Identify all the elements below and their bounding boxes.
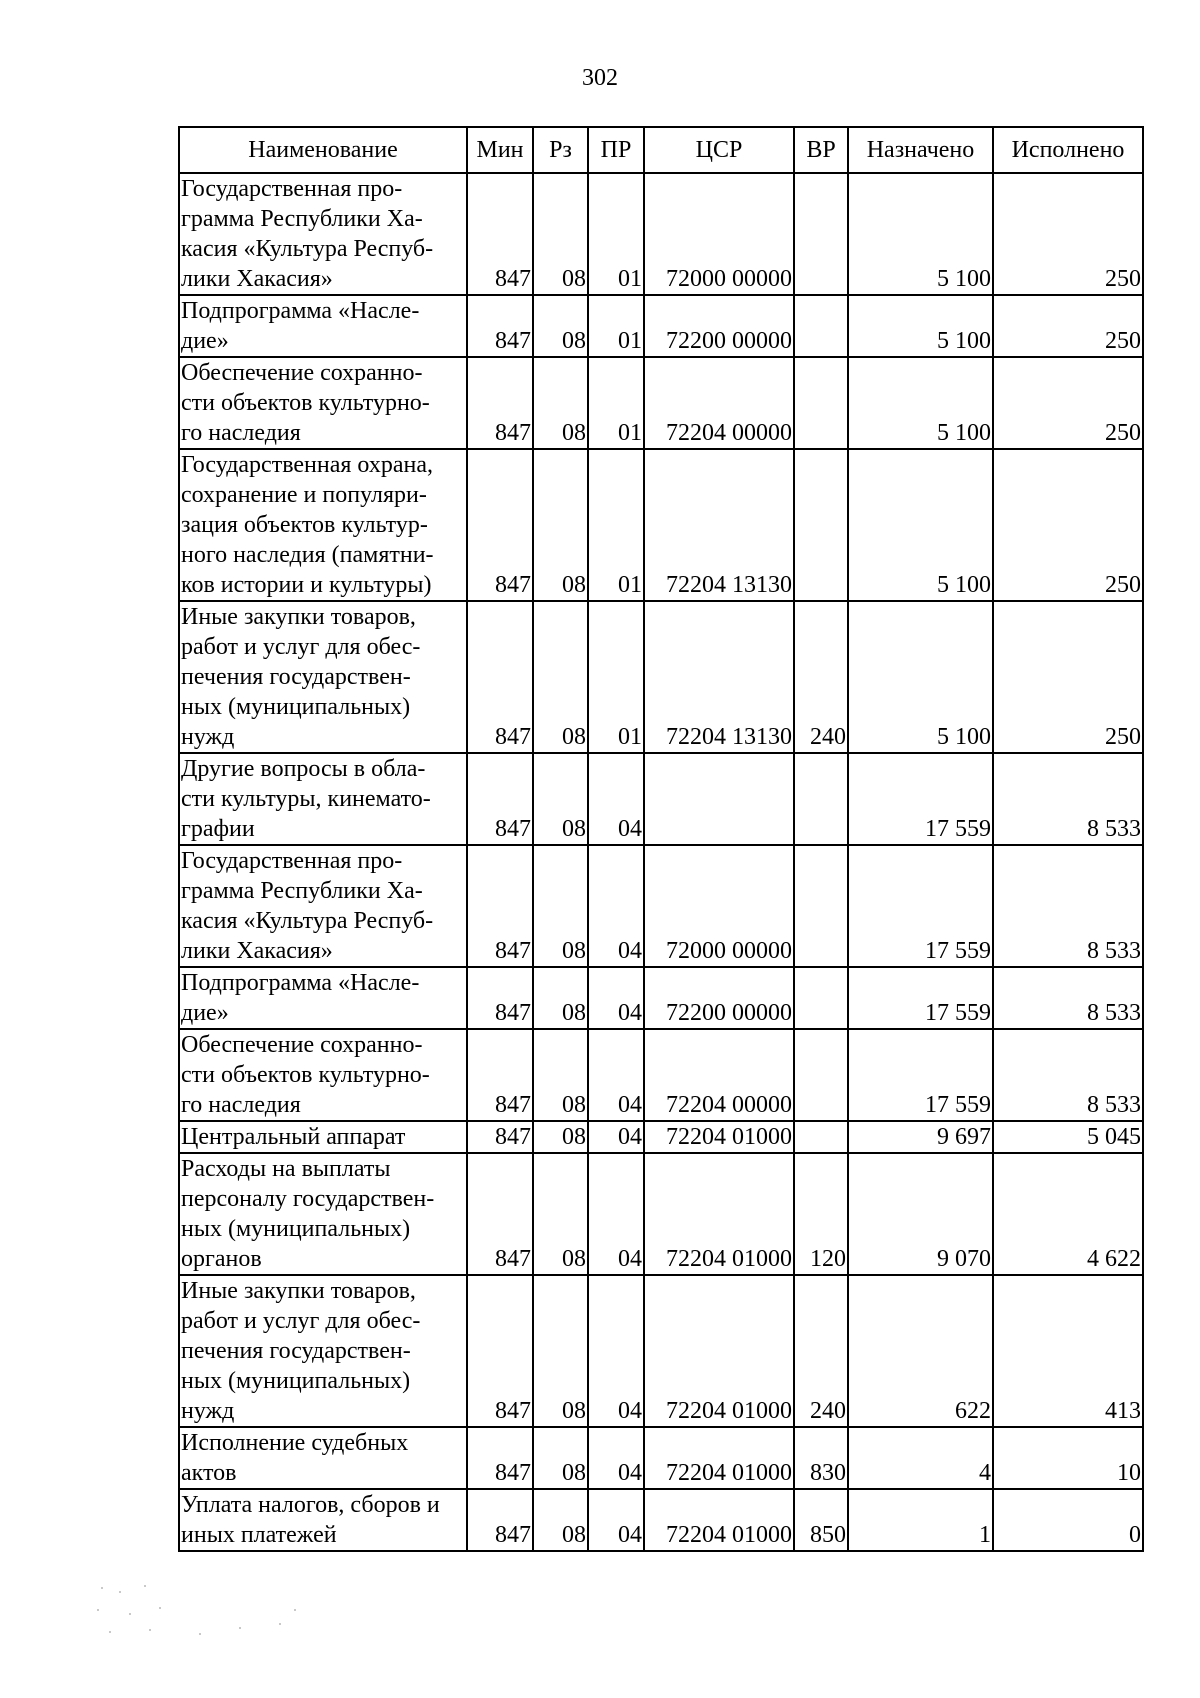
- cell-vr: [794, 357, 848, 449]
- cell-assigned: 17 559: [848, 845, 993, 967]
- cell-csr: 72000 00000: [644, 173, 794, 295]
- cell-rz: 08: [533, 753, 588, 845]
- header-executed: Исполнено: [993, 127, 1143, 173]
- scan-noise: [90, 1580, 310, 1640]
- cell-assigned: 5 100: [848, 449, 993, 601]
- name-line: Подпрограмма «Насле-: [181, 298, 420, 324]
- name-line: ных (муниципальных): [181, 1368, 411, 1394]
- name-line: Исполнение судебных: [181, 1430, 409, 1456]
- cell-rz: 08: [533, 1427, 588, 1489]
- table-row: [179, 1153, 1143, 1275]
- cell-name: [179, 1275, 467, 1427]
- name-line: го наследия: [181, 1092, 301, 1118]
- page-number: 302: [582, 65, 618, 91]
- cell-pr: 04: [588, 845, 644, 967]
- cell-vr: [794, 295, 848, 357]
- cell-vr: 240: [794, 601, 848, 753]
- cell-executed: 250: [993, 295, 1143, 357]
- cell-pr: 04: [588, 1427, 644, 1489]
- cell-assigned: 622: [848, 1275, 993, 1427]
- cell-rz: 08: [533, 173, 588, 295]
- cell-vr: [794, 1121, 848, 1153]
- cell-csr: [644, 753, 794, 845]
- name-line: работ и услуг для обес-: [181, 634, 421, 660]
- cell-rz: 08: [533, 967, 588, 1029]
- cell-rz: 08: [533, 1153, 588, 1275]
- name-line: лики Хакасия»: [181, 938, 333, 964]
- cell-executed: 10: [993, 1427, 1143, 1489]
- cell-min: 847: [467, 1121, 533, 1153]
- cell-csr: 72204 00000: [644, 357, 794, 449]
- cell-pr: 04: [588, 1275, 644, 1427]
- name-line: сти объектов культурно-: [181, 390, 430, 416]
- cell-name: [179, 845, 467, 967]
- cell-rz: 08: [533, 1121, 588, 1153]
- name-line: Расходы на выплаты: [181, 1156, 391, 1182]
- name-line: Обеспечение сохранно-: [181, 1032, 423, 1058]
- budget-table: [178, 126, 1144, 1552]
- table-row: [179, 449, 1143, 601]
- cell-csr: 72000 00000: [644, 845, 794, 967]
- name-line: лики Хакасия»: [181, 266, 333, 292]
- table-row: [179, 1029, 1143, 1121]
- name-line: персоналу государствен-: [181, 1186, 435, 1212]
- cell-pr: 01: [588, 295, 644, 357]
- cell-pr: 01: [588, 449, 644, 601]
- cell-min: 847: [467, 753, 533, 845]
- cell-rz: 08: [533, 601, 588, 753]
- cell-pr: 01: [588, 357, 644, 449]
- name-line: ного наследия (памятни-: [181, 542, 434, 568]
- cell-name: [179, 753, 467, 845]
- cell-name: [179, 295, 467, 357]
- table-row: [179, 173, 1143, 295]
- name-line: грамма Республики Ха-: [181, 206, 423, 232]
- cell-rz: 08: [533, 1029, 588, 1121]
- cell-vr: [794, 449, 848, 601]
- cell-assigned: 17 559: [848, 753, 993, 845]
- name-line: графии: [181, 816, 255, 842]
- cell-name: [179, 1427, 467, 1489]
- cell-pr: 01: [588, 601, 644, 753]
- cell-pr: 01: [588, 173, 644, 295]
- name-line: актов: [181, 1460, 237, 1486]
- cell-vr: 850: [794, 1489, 848, 1551]
- cell-assigned: 9 070: [848, 1153, 993, 1275]
- cell-vr: [794, 1029, 848, 1121]
- name-line: печения государствен-: [181, 664, 411, 690]
- table-row: [179, 967, 1143, 1029]
- cell-executed: 0: [993, 1489, 1143, 1551]
- header-min: Мин: [467, 127, 533, 173]
- name-line: Иные закупки товаров,: [181, 604, 416, 630]
- cell-assigned: 5 100: [848, 357, 993, 449]
- header-row: [179, 127, 1143, 173]
- cell-min: 847: [467, 173, 533, 295]
- name-line: иных платежей: [181, 1522, 337, 1548]
- cell-csr: 72204 01000: [644, 1153, 794, 1275]
- cell-vr: 120: [794, 1153, 848, 1275]
- cell-name: [179, 967, 467, 1029]
- table-row: [179, 357, 1143, 449]
- name-line: Государственная про-: [181, 176, 403, 202]
- name-line: дие»: [181, 328, 229, 354]
- header-assigned: Назначено: [848, 127, 993, 173]
- cell-executed: 250: [993, 357, 1143, 449]
- cell-vr: [794, 967, 848, 1029]
- cell-csr: 72204 13130: [644, 449, 794, 601]
- cell-assigned: 1: [848, 1489, 993, 1551]
- cell-executed: 4 622: [993, 1153, 1143, 1275]
- cell-rz: 08: [533, 845, 588, 967]
- cell-executed: 250: [993, 173, 1143, 295]
- cell-min: 847: [467, 601, 533, 753]
- table-row: [179, 845, 1143, 967]
- cell-executed: 413: [993, 1275, 1143, 1427]
- cell-name: [179, 1489, 467, 1551]
- name-line: го наследия: [181, 420, 301, 446]
- table-row: [179, 295, 1143, 357]
- cell-rz: 08: [533, 449, 588, 601]
- cell-executed: 8 533: [993, 967, 1143, 1029]
- cell-assigned: 5 100: [848, 601, 993, 753]
- cell-csr: 72204 01000: [644, 1427, 794, 1489]
- cell-min: 847: [467, 1029, 533, 1121]
- table-row: [179, 753, 1143, 845]
- header-pr: ПР: [588, 127, 644, 173]
- cell-assigned: 4: [848, 1427, 993, 1489]
- cell-pr: 04: [588, 1121, 644, 1153]
- cell-csr: 72204 01000: [644, 1275, 794, 1427]
- name-line: сохранение и популяри-: [181, 482, 427, 508]
- name-line: сти объектов культурно-: [181, 1062, 430, 1088]
- cell-assigned: 17 559: [848, 967, 993, 1029]
- table-row: [179, 1489, 1143, 1551]
- cell-pr: 04: [588, 967, 644, 1029]
- header-name: Наименование: [179, 127, 467, 173]
- name-line: работ и услуг для обес-: [181, 1308, 421, 1334]
- cell-rz: 08: [533, 357, 588, 449]
- cell-csr: 72204 01000: [644, 1489, 794, 1551]
- cell-min: 847: [467, 967, 533, 1029]
- cell-name: [179, 1153, 467, 1275]
- cell-min: 847: [467, 449, 533, 601]
- table-row: [179, 1121, 1143, 1153]
- cell-executed: 250: [993, 601, 1143, 753]
- name-line: нужд: [181, 724, 235, 750]
- name-line: Иные закупки товаров,: [181, 1278, 416, 1304]
- name-line: Центральный аппарат: [181, 1124, 406, 1150]
- name-line: Государственная охрана,: [181, 452, 433, 478]
- name-line: дие»: [181, 1000, 229, 1026]
- cell-min: 847: [467, 1153, 533, 1275]
- name-line: Государственная про-: [181, 848, 403, 874]
- table-row: [179, 1275, 1143, 1427]
- cell-name: [179, 601, 467, 753]
- header-csr: ЦСР: [644, 127, 794, 173]
- cell-vr: [794, 753, 848, 845]
- cell-csr: 72204 00000: [644, 1029, 794, 1121]
- cell-csr: 72204 13130: [644, 601, 794, 753]
- cell-assigned: 5 100: [848, 173, 993, 295]
- name-line: органов: [181, 1246, 262, 1272]
- cell-csr: 72200 00000: [644, 967, 794, 1029]
- cell-csr: 72200 00000: [644, 295, 794, 357]
- cell-name: [179, 1121, 467, 1153]
- name-line: сти культуры, кинемато-: [181, 786, 431, 812]
- table-body: [179, 173, 1143, 1551]
- cell-pr: 04: [588, 753, 644, 845]
- table-row: [179, 1427, 1143, 1489]
- cell-pr: 04: [588, 1489, 644, 1551]
- name-line: Уплата налогов, сборов и: [181, 1492, 440, 1518]
- cell-min: 847: [467, 1275, 533, 1427]
- cell-name: [179, 449, 467, 601]
- cell-name: [179, 1029, 467, 1121]
- name-line: печения государствен-: [181, 1338, 411, 1364]
- cell-vr: 830: [794, 1427, 848, 1489]
- name-line: Другие вопросы в обла-: [181, 756, 426, 782]
- cell-assigned: 9 697: [848, 1121, 993, 1153]
- name-line: касия «Культура Респуб-: [181, 236, 434, 262]
- cell-executed: 8 533: [993, 753, 1143, 845]
- cell-name: [179, 173, 467, 295]
- cell-executed: 5 045: [993, 1121, 1143, 1153]
- cell-rz: 08: [533, 1489, 588, 1551]
- cell-rz: 08: [533, 1275, 588, 1427]
- name-line: ных (муниципальных): [181, 1216, 411, 1242]
- cell-csr: 72204 01000: [644, 1121, 794, 1153]
- cell-rz: 08: [533, 295, 588, 357]
- cell-pr: 04: [588, 1029, 644, 1121]
- cell-executed: 250: [993, 449, 1143, 601]
- name-line: Обеспечение сохранно-: [181, 360, 423, 386]
- cell-vr: [794, 173, 848, 295]
- cell-assigned: 17 559: [848, 1029, 993, 1121]
- name-line: касия «Культура Респуб-: [181, 908, 434, 934]
- cell-pr: 04: [588, 1153, 644, 1275]
- name-line: ных (муниципальных): [181, 694, 411, 720]
- cell-min: 847: [467, 1427, 533, 1489]
- name-line: нужд: [181, 1398, 235, 1424]
- cell-vr: 240: [794, 1275, 848, 1427]
- cell-executed: 8 533: [993, 845, 1143, 967]
- header-rz: Рз: [533, 127, 588, 173]
- header-vr: ВР: [794, 127, 848, 173]
- cell-name: [179, 357, 467, 449]
- cell-min: 847: [467, 845, 533, 967]
- cell-vr: [794, 845, 848, 967]
- cell-executed: 8 533: [993, 1029, 1143, 1121]
- table-row: [179, 601, 1143, 753]
- name-line: ков истории и культуры): [181, 572, 432, 598]
- cell-min: 847: [467, 1489, 533, 1551]
- cell-min: 847: [467, 295, 533, 357]
- name-line: зация объектов культур-: [181, 512, 428, 538]
- name-line: Подпрограмма «Насле-: [181, 970, 420, 996]
- name-line: грамма Республики Ха-: [181, 878, 423, 904]
- cell-assigned: 5 100: [848, 295, 993, 357]
- cell-min: 847: [467, 357, 533, 449]
